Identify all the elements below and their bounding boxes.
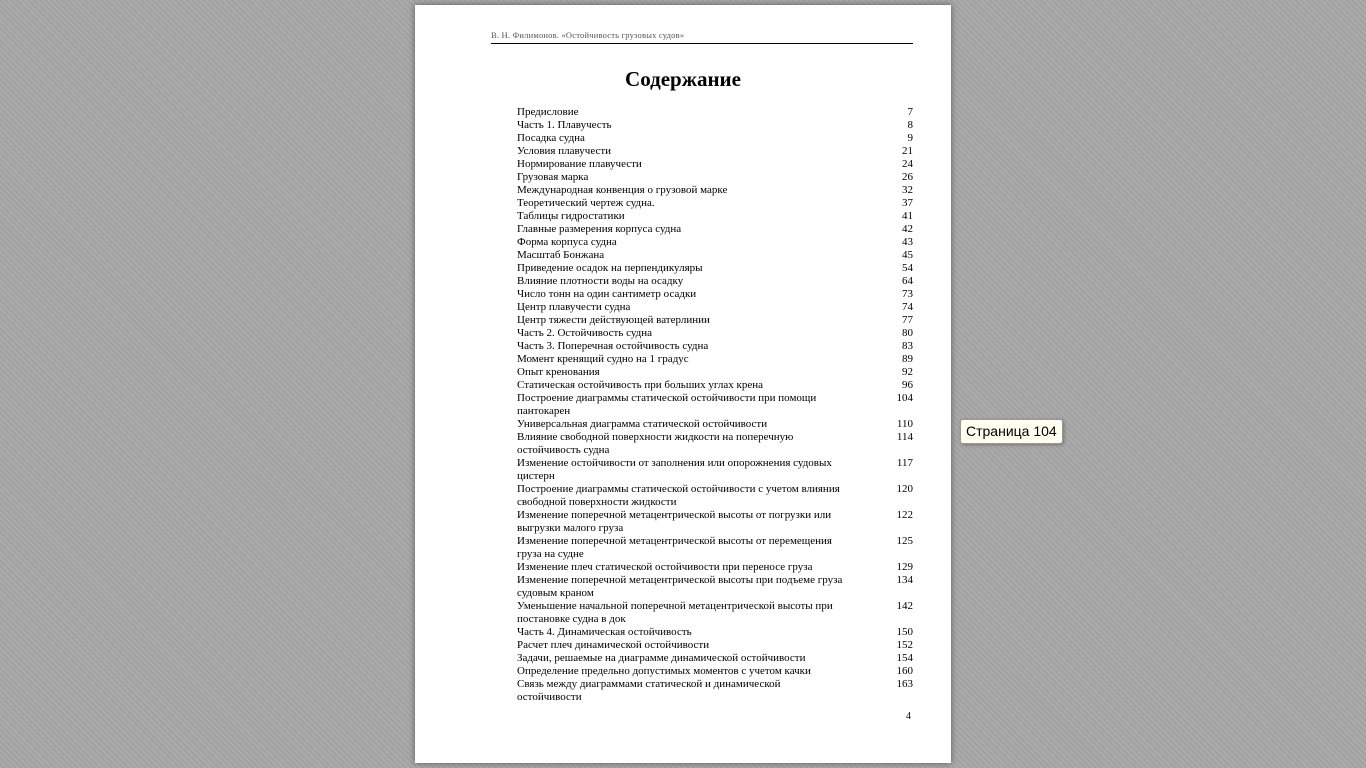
page-title: Содержание	[625, 67, 741, 91]
toc-entry-page[interactable]: 74	[902, 301, 913, 313]
header-rule	[491, 43, 913, 44]
toc-entry[interactable]	[517, 288, 913, 301]
toc-entry-title[interactable]: Изменение поперечной метацентрической высоты от перемещения груза на судне	[517, 535, 832, 560]
toc-entry[interactable]	[517, 509, 913, 535]
toc-entry-page[interactable]: 80	[902, 327, 913, 339]
toc-entry[interactable]	[517, 249, 913, 262]
toc-entry-title[interactable]: Задачи, решаемые на диаграмме динамической остойчивости	[517, 652, 806, 664]
toc-entry-title[interactable]: Опыт кренования	[517, 366, 600, 378]
toc-entry[interactable]	[517, 626, 913, 639]
toc-entry-page[interactable]: 122	[896, 509, 913, 521]
toc-entry-title[interactable]: Построение диаграммы статической остойчивости при помощи пантокарен	[517, 392, 817, 417]
toc-entry[interactable]	[517, 366, 913, 379]
toc-entry-title[interactable]: Теоретический чертеж судна.	[517, 197, 655, 209]
toc-entry[interactable]	[517, 392, 913, 418]
toc-entry-page[interactable]: 154	[896, 652, 913, 664]
toc-entry-title[interactable]: Таблицы гидростатики	[517, 210, 625, 222]
toc-entry-title[interactable]: Влияние свободной поверхности жидкости на поперечную остойчивость судна	[517, 431, 794, 456]
toc-entry[interactable]	[517, 483, 913, 509]
toc-entry-page[interactable]: 37	[902, 197, 913, 209]
toc-entry-title[interactable]: Изменение остойчивости от заполнения или опорожнения судовых цистерн	[517, 457, 832, 482]
toc-entry[interactable]	[517, 171, 913, 184]
tooltip: Страница 104	[960, 419, 1063, 444]
toc-entry-title[interactable]: Масштаб Бонжана	[517, 249, 605, 261]
toc-entry-page[interactable]: 45	[902, 249, 913, 261]
toc-entry-title[interactable]: Форма корпуса судна	[517, 236, 617, 248]
toc-entry-page[interactable]: 9	[907, 132, 913, 144]
toc-entry-page[interactable]: 96	[902, 379, 913, 391]
toc-entry-page[interactable]: 64	[902, 275, 913, 287]
toc-entry-page[interactable]: 7	[907, 106, 913, 118]
toc-entry-page[interactable]: 8	[907, 119, 913, 131]
toc-entry-title[interactable]: Часть 3. Поперечная остойчивость судна	[517, 340, 709, 352]
toc-entry-title[interactable]: Условия плавучести	[517, 145, 612, 157]
toc-entry-title[interactable]: Нормирование плавучести	[517, 158, 642, 170]
toc-entry-title[interactable]: Изменение плеч статической остойчивости при переносе груза	[517, 561, 813, 573]
toc-entry-title[interactable]: Уменьшение начальной поперечной метацентрической высоты при постановке судна в док	[517, 600, 833, 625]
page-number: 4	[906, 711, 911, 722]
toc-entry-page[interactable]: 26	[902, 171, 913, 183]
toc-entry[interactable]	[517, 652, 913, 665]
toc-entry-page[interactable]: 21	[902, 145, 913, 157]
toc-entry-title[interactable]: Определение предельно допустимых моментов с учетом качки	[517, 665, 811, 677]
toc-entry[interactable]	[517, 106, 913, 119]
toc-entry-title[interactable]: Влияние плотности воды на осадку	[517, 275, 684, 287]
toc-entry-page[interactable]: 110	[896, 418, 913, 430]
toc-entry-page[interactable]: 83	[902, 340, 913, 352]
toc-entry-title[interactable]: Число тонн на один сантиметр осадки	[517, 288, 697, 300]
toc-entry[interactable]	[517, 158, 913, 171]
table-of-contents	[517, 106, 913, 704]
toc-entry[interactable]	[517, 184, 913, 197]
toc-entry-page[interactable]: 92	[902, 366, 913, 378]
toc-entry-title[interactable]: Расчет плеч динамической остойчивости	[517, 639, 710, 651]
toc-entry[interactable]	[517, 574, 913, 600]
toc-entry[interactable]	[517, 223, 913, 236]
toc-entry-page[interactable]: 54	[902, 262, 913, 274]
toc-entry-title[interactable]: Грузовая марка	[517, 171, 589, 183]
toc-entry-title[interactable]: Приведение осадок на перпендикуляры	[517, 262, 703, 274]
toc-entry-page[interactable]: 32	[902, 184, 913, 196]
toc-entry-page[interactable]: 114	[896, 431, 913, 443]
toc-entry-title[interactable]: Центр плавучести судна	[517, 301, 631, 313]
toc-entry-page[interactable]: 24	[902, 158, 913, 170]
toc-entry[interactable]	[517, 145, 913, 158]
toc-entry-page[interactable]: 104	[896, 392, 913, 404]
running-header: В. Н. Филимонов. «Остойчивость грузовых судов»	[491, 30, 685, 40]
toc-entry-page[interactable]: 43	[902, 236, 913, 248]
toc-entry[interactable]	[517, 314, 913, 327]
toc-entry[interactable]	[517, 301, 913, 314]
toc-entry[interactable]	[517, 353, 913, 366]
toc-entry[interactable]	[517, 210, 913, 223]
toc-entry[interactable]	[517, 665, 913, 678]
document-page	[415, 5, 951, 763]
toc-entry-page[interactable]: 89	[902, 353, 913, 365]
toc-entry[interactable]	[517, 197, 913, 210]
toc-entry-title[interactable]: Изменение поперечной метацентрической высоты от погрузки или выгрузки малого груза	[517, 509, 832, 534]
toc-entry[interactable]	[517, 327, 913, 340]
toc-entry-page[interactable]: 77	[902, 314, 913, 326]
toc-entry-title[interactable]: Посадка судна	[517, 132, 585, 144]
toc-entry-title[interactable]: Часть 1. Плавучесть	[517, 119, 612, 131]
toc-entry[interactable]	[517, 600, 913, 626]
toc-entry[interactable]	[517, 418, 913, 431]
toc-entry[interactable]	[517, 262, 913, 275]
toc-entry[interactable]	[517, 535, 913, 561]
toc-entry[interactable]	[517, 236, 913, 249]
toc-entry-title[interactable]: Универсальная диаграмма статической остойчивости	[517, 418, 768, 430]
toc-entry-title[interactable]: Центр тяжести действующей ватерлинии	[517, 314, 710, 326]
toc-entry-title[interactable]: Часть 2. Остойчивость судна	[517, 327, 653, 339]
toc-entry[interactable]	[517, 639, 913, 652]
toc-entry-title[interactable]: Построение диаграммы статической остойчивости с учетом влияния свободной поверхности жидкости	[517, 483, 840, 508]
toc-entry-title[interactable]: Главные размерения корпуса судна	[517, 223, 682, 235]
toc-entry-title[interactable]: Связь между диаграммами статической и динамической остойчивости	[517, 678, 781, 703]
toc-entry[interactable]	[517, 340, 913, 353]
toc-entry-page[interactable]: 125	[896, 535, 913, 547]
toc-entry-page[interactable]: 142	[896, 600, 913, 612]
toc-entry-title[interactable]: Предисловие	[517, 106, 579, 118]
toc-entry-page[interactable]: 42	[902, 223, 913, 235]
toc-entry-page[interactable]: 117	[896, 457, 913, 469]
toc-entry-title[interactable]: Момент кренящий судно на 1 градус	[517, 353, 689, 365]
toc-entry[interactable]	[517, 561, 913, 574]
toc-entry[interactable]	[517, 678, 913, 704]
toc-entry-page[interactable]: 163	[896, 678, 913, 690]
toc-entry-page[interactable]: 120	[896, 483, 913, 495]
toc-entry-page[interactable]: 134	[896, 574, 913, 586]
toc-entry-page[interactable]: 152	[896, 639, 913, 651]
toc-entry[interactable]	[517, 132, 913, 145]
toc-entry[interactable]	[517, 275, 913, 288]
toc-entry-title[interactable]: Международная конвенция о грузовой марке	[517, 184, 728, 196]
toc-entry[interactable]	[517, 119, 913, 132]
toc-entry-page[interactable]: 150	[896, 626, 913, 638]
toc-entry-page[interactable]: 73	[902, 288, 913, 300]
toc-entry-title[interactable]: Статическая остойчивость при больших углах крена	[517, 379, 763, 391]
toc-entry-page[interactable]: 129	[896, 561, 913, 573]
toc-entry[interactable]	[517, 379, 913, 392]
toc-entry-title[interactable]: Изменение поперечной метацентрической высоты при подъеме груза судовым краном	[517, 574, 843, 599]
toc-entry-page[interactable]: 41	[902, 210, 913, 222]
toc-entry[interactable]	[517, 457, 913, 483]
toc-entry-page[interactable]: 160	[896, 665, 913, 677]
toc-entry[interactable]	[517, 431, 913, 457]
toc-entry-title[interactable]: Часть 4. Динамическая остойчивость	[517, 626, 692, 638]
